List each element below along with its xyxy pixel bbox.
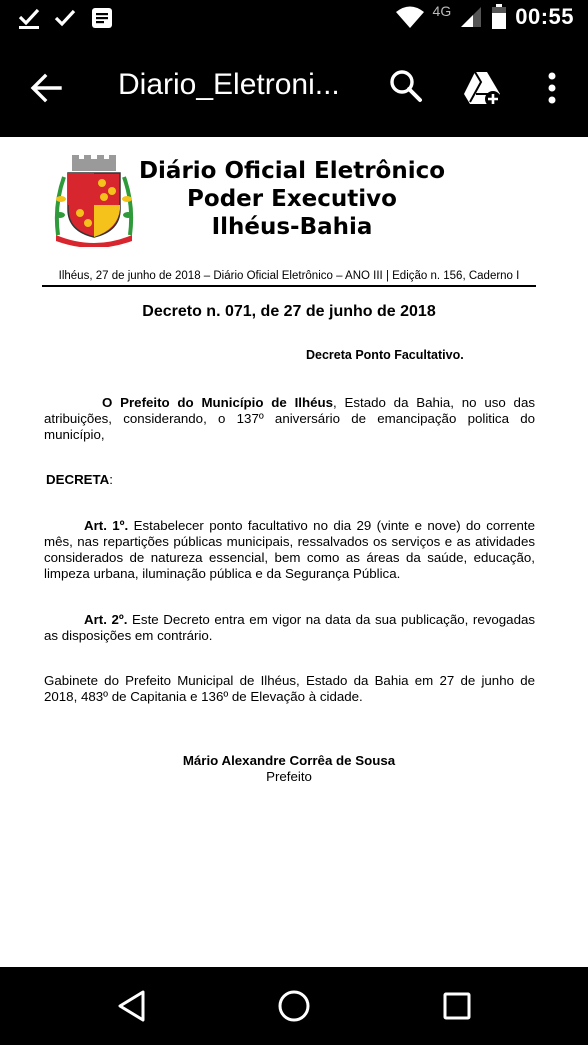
nav-back-icon[interactable] [115,989,149,1023]
decreta-bold: DECRETA [46,472,110,487]
drive-add-icon[interactable] [462,68,502,108]
header-divider [42,285,536,287]
header-line-3: Ilhéus-Bahia [211,214,373,240]
check-icon [54,8,76,28]
nav-recents-icon[interactable] [441,990,473,1022]
article-2 [44,612,535,644]
signal-icon [459,5,483,29]
battery-icon [491,4,507,30]
back-arrow-icon[interactable] [28,70,64,106]
message-icon [90,6,114,30]
intro-bold: O Prefeito do Município de Ilhéus [102,395,334,410]
pdf-page[interactable] [0,137,588,967]
article-1 [44,518,535,582]
intro-paragraph [44,395,535,443]
coat-of-arms-icon [52,155,136,247]
navigation-bar [0,967,588,1045]
header-line-2: Poder Executivo [187,186,397,212]
article-1-text: Estabelecer ponto facultativo no dia 29 (vinte e nove) do corrente mês, nas repartições públicas municipais, ressalvados os serviços e as atividades considerados de natureza essencial, bem como as áreas da saúde, educação, limpeza urbana, iluminação pública e da Segurança Pública. [44,518,535,581]
decree-summary: Decreta Ponto Facultativo. [306,348,464,362]
decreta-colon: : [109,472,113,487]
decreta-heading [46,472,113,487]
status-bar [0,0,588,40]
more-vert-icon[interactable] [540,68,564,108]
nav-home-icon[interactable] [276,988,312,1024]
closing-paragraph: Gabinete do Prefeito Municipal de Ilhéus, Estado da Bahia em 27 de junho de 2018, 483º de Capitania e 136º de Elevação à cidade. [44,673,535,704]
wifi-icon [395,5,425,29]
document-title: Diario_Eletroni... [118,68,340,101]
check-download-icon [18,6,40,30]
status-system [395,4,574,30]
intro-text: , Estado da Bahia, no uso das atribuições, considerando, o 137º aniversário de emancipação politica do município, [44,395,535,442]
decree-title: Decreto n. 071, de 27 de junho de 2018 [142,303,436,320]
status-notifications [18,6,114,30]
app-bar [0,40,588,137]
clock: 00:55 [515,4,574,29]
article-2-label: Art. 2º. [84,612,128,627]
edition-line: Ilhéus, 27 de junho de 2018 – Diário Oficial Eletrônico – ANO III | Edição n. 156, Caderno I [58,270,520,282]
article-2-text: Este Decreto entra em vigor na data da sua publicação, revogadas as disposições em contrário. [44,612,536,643]
gazette-header [136,157,448,241]
signature-role: Prefeito [266,769,312,784]
signature-name: Mário Alexandre Corrêa de Sousa [182,753,396,768]
network-type: 4G [432,3,452,19]
article-1-label: Art. 1º. [84,518,129,533]
search-icon[interactable] [388,68,424,104]
header-line-1: Diário Oficial Eletrônico [138,158,446,184]
